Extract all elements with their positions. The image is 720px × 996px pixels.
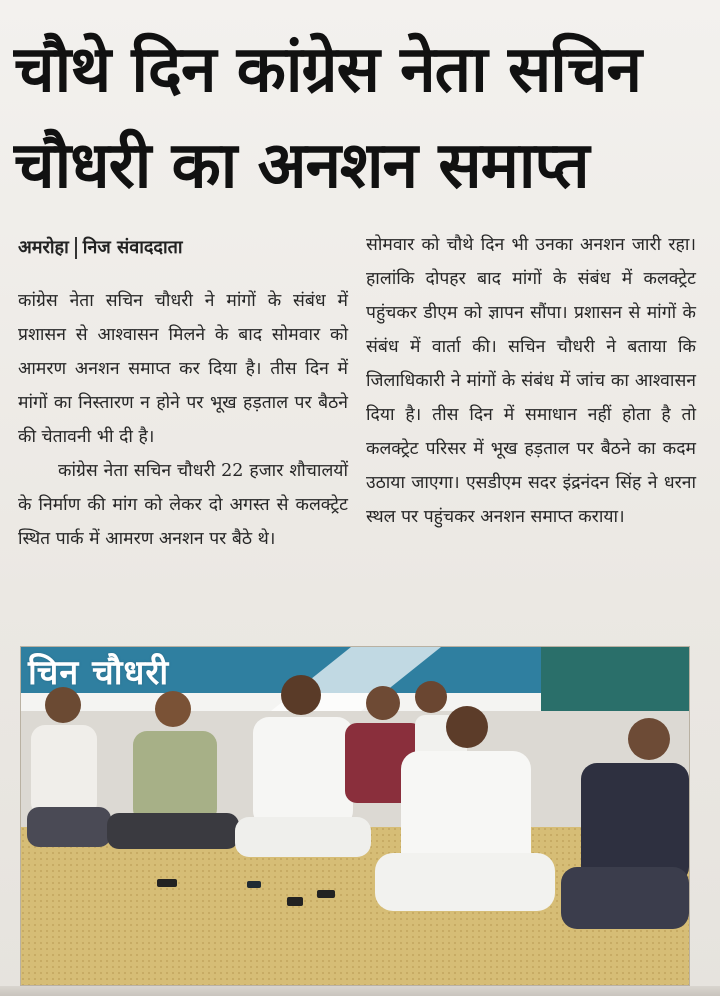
- byline-place: अमरोहा: [18, 237, 69, 258]
- byline: [18, 228, 348, 268]
- article-paragraph-3: सोमवार को चौथे दिन भी उनका अनशन जारी रहा। हालांकि दोपहर बाद मांगों के संबंध में कलक्ट्रेट पहुंचकर डीएम को ज्ञापन सौंपा। प्रशासन से मांगों के संबंध में वार्ता की। सचिन चौधरी ने बताया कि जिलाधिकारी ने मांगों के संबंध में जांच का आश्वासन दिया है। तीस दिन में समाधान नहीं होता है तो कलक्ट्रेट परिसर में भूख हड़ताल पर बैठने का कदम उठाया जाएगा। एसडीएम सदर इंद्रनंदन सिंह ने धरना स्थल पर पहुंचकर अनशन समाप्त कराया।: [366, 235, 696, 527]
- headline-line-2: चौधरी का अनशन समाप्त: [14, 129, 589, 203]
- headline-line-1: चौथे दिन कांग्रेस नेता सचिन: [14, 33, 641, 107]
- byline-separator: [75, 237, 77, 259]
- article-paragraph-2: कांग्रेस नेता सचिन चौधरी 22 हजार शौचालयों के निर्माण की मांग को लेकर दो अगस्त से कलक्ट्रेट स्थित पार्क में आमरण अनशन पर बैठे थे।: [18, 461, 348, 549]
- byline-reporter: निज संवाददाता: [82, 237, 183, 258]
- article-column-right: [366, 228, 696, 534]
- headline: [14, 22, 710, 214]
- bottom-edge: [0, 986, 720, 996]
- photo-banner-text: चिन चौधरी: [28, 653, 170, 693]
- article-column-left: [18, 228, 348, 556]
- article-paragraph-1: कांग्रेस नेता सचिन चौधरी ने मांगों के संबंध में प्रशासन से आश्वासन मिलने के बाद सोमवार को आमरण अनशन समाप्त कर दिया है। तीस दिन में मांगों का निस्तारण न होने पर भूख हड़ताल पर बैठने की चेतावनी भी दी है।: [18, 291, 348, 447]
- news-photo: [20, 646, 690, 986]
- photo-illustration: [21, 647, 689, 985]
